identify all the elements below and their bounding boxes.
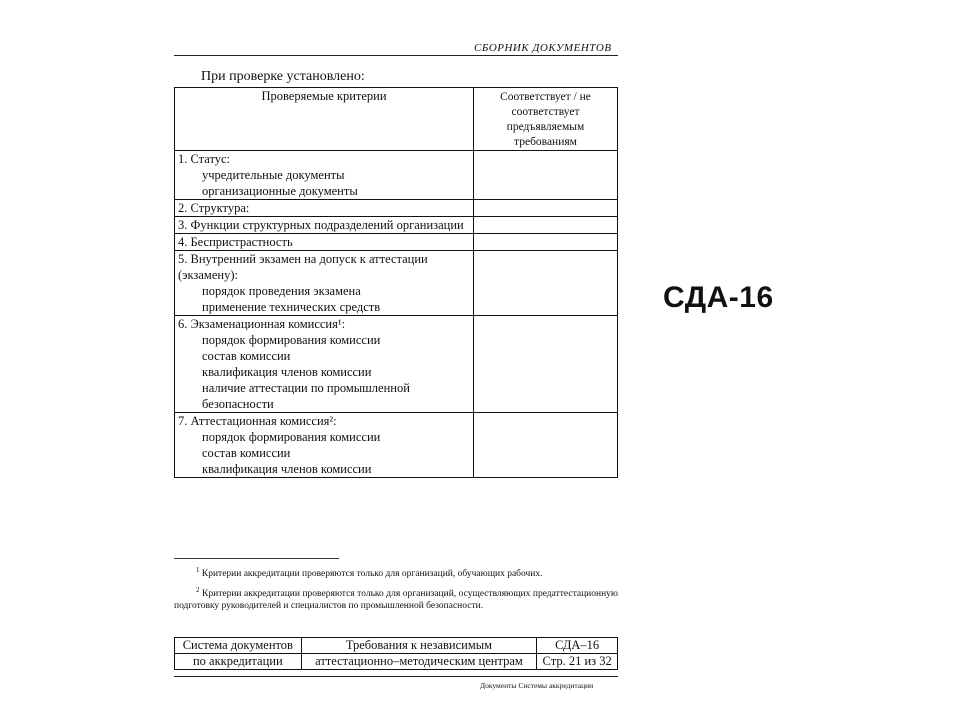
table-row: [175, 413, 618, 478]
criteria-item: применение технических средств: [202, 300, 381, 314]
criteria-heading: 4. Беспристрастность: [178, 235, 293, 249]
criteria-item: организационные документы: [202, 184, 358, 198]
footnote-mark: 2: [196, 585, 200, 594]
table-row: [175, 316, 618, 413]
table-row: [175, 251, 618, 316]
document-code-label: СДА-16: [663, 281, 774, 314]
criteria-item: учредительные документы: [202, 168, 345, 182]
footnote-text: Критерии аккредитации проверяются только для организаций, осуществляющих предаттестационную подготовку руководителей и специалистов по промышленной безопасности.: [174, 588, 618, 612]
criteria-item: состав комиссии: [202, 446, 291, 460]
footer-requirements: Требования к независимым: [301, 638, 537, 654]
criteria-cell: [175, 217, 474, 234]
footnotes: [174, 564, 618, 616]
footnote: [174, 564, 618, 581]
footnote-rule: [174, 558, 339, 559]
criteria-heading: 1. Статус:: [178, 152, 231, 166]
criteria-cell: [175, 413, 474, 478]
table-row: [175, 200, 618, 217]
criteria-heading: 2. Структура:: [178, 201, 250, 215]
compliance-cell: [474, 200, 618, 217]
footnote-text: Критерии аккредитации проверяются только для организаций, обучающих рабочих.: [201, 569, 543, 580]
criteria-heading: 5. Внутренний экзамен на допуск к аттестации (экзамену):: [178, 252, 428, 282]
compliance-cell: [474, 234, 618, 251]
criteria-heading: 7. Аттестационная комиссия²:: [178, 414, 337, 428]
criteria-header: Проверяемые критерии: [175, 88, 474, 151]
criteria-cell: [175, 316, 474, 413]
criteria-table: [174, 87, 618, 478]
footer-table: [174, 637, 618, 670]
compliance-cell: [474, 251, 618, 316]
header-rule: [174, 55, 618, 56]
footer-code: СДА–16: [537, 638, 618, 654]
table-row: [175, 217, 618, 234]
criteria-heading: 6. Экзаменационная комиссия¹:: [178, 317, 346, 331]
bottom-rule: [174, 676, 618, 677]
compliance-cell: [474, 217, 618, 234]
criteria-cell: [175, 151, 474, 200]
bottom-caption: Документы Системы аккредитации: [480, 681, 594, 690]
footer-requirements-sub: аттестационно–методическим центрам: [301, 654, 537, 670]
compliance-cell: [474, 413, 618, 478]
criteria-cell: [175, 200, 474, 217]
criteria-item: порядок проведения экзамена: [202, 284, 361, 298]
compliance-cell: [474, 151, 618, 200]
criteria-item: порядок формирования комиссии: [202, 333, 381, 347]
table-row: [175, 151, 618, 200]
criteria-item: наличие аттестации по промышленной безопасности: [202, 381, 410, 411]
footnote-mark: 1: [196, 566, 200, 574]
compliance-header: Соответствует / не соответствует предъявляемым требованиям: [474, 88, 618, 151]
intro-text: При проверке установлено:: [201, 69, 365, 84]
criteria-item: порядок формирования комиссии: [202, 430, 381, 444]
footer-system-sub: по аккредитации: [175, 654, 302, 670]
criteria-cell: [175, 251, 474, 316]
criteria-heading: 3. Функции структурных подразделений организации: [178, 218, 464, 232]
collection-title: СБОРНИК ДОКУМЕНТОВ: [474, 42, 612, 54]
footer-page: Стр. 21 из 32: [537, 654, 618, 670]
compliance-cell: [474, 316, 618, 413]
criteria-item: квалификация членов комиссии: [202, 365, 372, 379]
footnote: [174, 584, 618, 613]
footer-system: Система документов: [175, 638, 302, 654]
criteria-cell: [175, 234, 474, 251]
criteria-item: состав комиссии: [202, 349, 291, 363]
table-row: [175, 234, 618, 251]
criteria-item: квалификация членов комиссии: [202, 462, 372, 476]
